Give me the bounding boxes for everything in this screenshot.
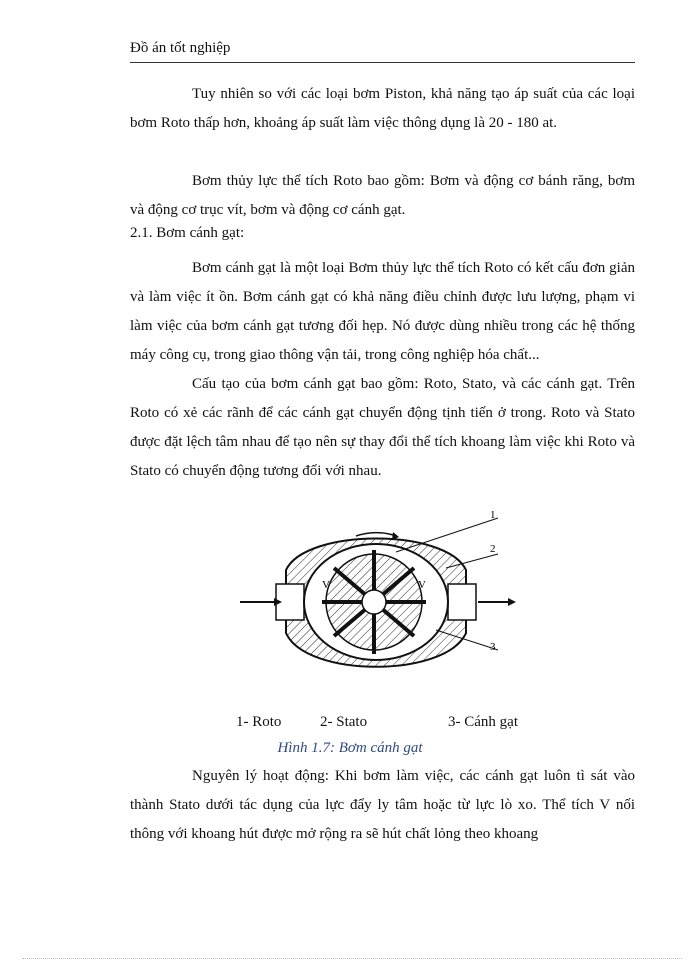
header-title: Đồ án tốt nghiệp	[130, 40, 231, 56]
volume-label-left: V	[322, 579, 330, 591]
volume-label-right: V	[418, 579, 426, 591]
paragraph-5: Nguyên lý hoạt động: Khi bơm làm việc, các cánh gạt luôn tì sát vào thành Stato dưới tác dụng của lực đẩy ly tâm hoặc từ lực lò xo. Thể tích V nối thông với khoang hút được mở rộng ra sẽ hút chất lỏng theo khoang	[130, 768, 635, 842]
callout-3: 3	[490, 641, 496, 653]
page-bottom-divider	[22, 958, 682, 959]
callout-1: 1	[490, 509, 496, 521]
vane-pump-diagram	[236, 508, 516, 704]
legend-canh-gat: 3- Cánh gạt	[448, 714, 518, 730]
legend-roto: 1- Roto	[236, 714, 282, 730]
legend-stato: 2- Stato	[320, 714, 368, 730]
paragraph-3: Bơm cánh gạt là một loại Bơm thủy lực thể tích Roto có kết cấu đơn giản và làm việc ít ồn. Bơm cánh gạt có khả năng điều chỉnh được lưu lượng, phạm vi làm việc của bơm cánh gạt tương đối hẹp. Nó được dùng nhiều trong các hệ thống máy công cụ, trong giao thông vận tải, trong công nghiệp hóa chất...	[130, 260, 635, 363]
paragraph-4: Cấu tạo của bơm cánh gạt bao gồm: Roto, Stato, và các cánh gạt. Trên Roto có xẻ các rãnh để các cánh gạt chuyển động tịnh tiến ở trong. Roto và Stato được đặt lệch tâm nhau để tạo nên sự thay đổi thể tích khoang làm việc khi Roto và Stato có chuyển động tương đối với nhau.	[130, 376, 635, 479]
header-divider	[130, 62, 635, 63]
section-heading: 2.1. Bơm cánh gạt:	[130, 225, 245, 241]
paragraph-1: Tuy nhiên so với các loại bơm Piston, khả năng tạo áp suất của các loại bơm Roto thấp hơn, khoảng áp suất làm việc thông dụng là 20 - 180 at.	[130, 86, 635, 131]
figure-caption: Hình 1.7: Bơm cánh gạt	[277, 740, 423, 756]
callout-2: 2	[490, 543, 496, 555]
paragraph-2: Bơm thủy lực thể tích Roto bao gồm: Bơm và động cơ bánh răng, bơm và động cơ trục vít, bơm và động cơ cánh gạt.	[130, 173, 635, 218]
